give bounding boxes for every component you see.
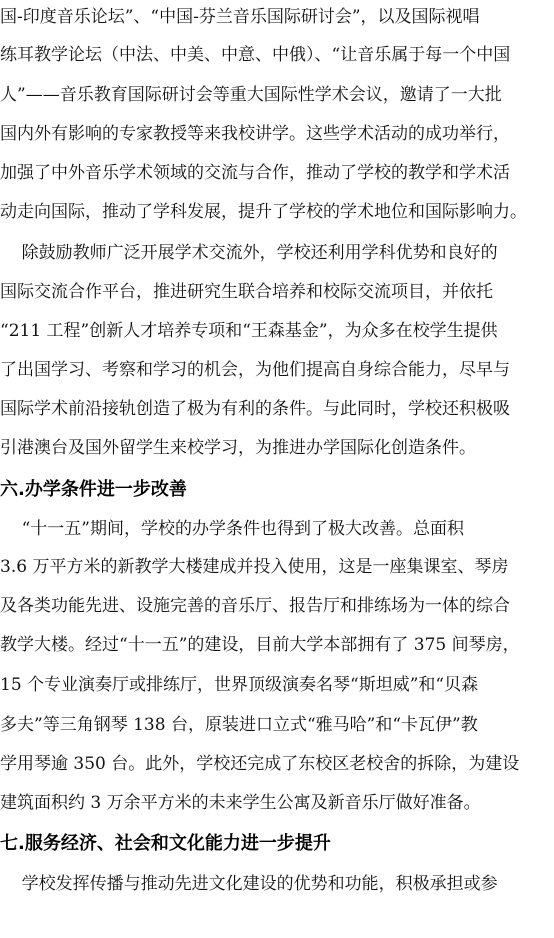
text-line: 多夫”等三角钢琴 138 台，原装进口立式“雅马哈”和“卡瓦伊”教 [0, 715, 478, 735]
text-line: 加强了中外音乐学术领域的交流与合作，推动了学校的教学和学术活 [0, 163, 510, 183]
text-line: 国-印度音乐论坛”、“中国-芬兰音乐国际研讨会”，以及国际视唱 [0, 7, 480, 27]
text-line: 及各类功能先进、设施完善的音乐厅、报告厅和排练场为一体的综合 [0, 596, 510, 616]
section-heading: 七.服务经济、社会和文化能力进一步提升 [0, 833, 331, 854]
text-line: 引港澳台及国外留学生来校学习，为推进办学国际化创造条件。 [0, 438, 476, 458]
text-line: “十一五”期间，学校的办学条件也得到了极大改善。总面积 [0, 519, 464, 539]
text-line: 动走向国际，推动了学科发展，提升了学校的学术地位和国际影响力。 [0, 202, 527, 222]
text-line: 学用琴逾 350 台。此外，学校还完成了东校区老校舍的拆除，为建设 [0, 754, 520, 774]
section-heading: 六.办学条件进一步改善 [0, 479, 187, 500]
text-line: 国内外有影响的专家教授等来我校讲学。这些学术活动的成功举行， [0, 124, 510, 144]
text-line: “211 工程”创新人才培养专项和“王森基金”，为众多在校学生提供 [0, 321, 498, 341]
text-line: 国际交流合作平台，推进研究生联合培养和校际交流项目，并依托 [0, 282, 493, 302]
text-line: 练耳教学论坛（中法、中美、中意、中俄）、“让音乐属于每一个中国 [0, 45, 511, 65]
text-line: 国际学术前沿接轨创造了极为有利的条件。与此同时，学校还积极吸 [0, 399, 510, 419]
text-line: 建筑面积约 3 万余平方米的未来学生公寓及新音乐厅做好准备。 [0, 793, 481, 813]
text-line: 人”——音乐教育国际研讨会等重大国际性学术会议，邀请了一大批 [0, 85, 502, 105]
text-line: 15 个专业演奏厅或排练厅，世界顶级演奏名琴“斯坦威”和“贝森 [0, 675, 479, 695]
text-line: 了出国学习、考察和学习的机会，为他们提高自身综合能力，尽早与 [0, 360, 510, 380]
text-line: 学校发挥传播与推动先进文化建设的优势和功能，积极承担或参 [0, 874, 498, 894]
text-line: 3.6 万平方米的新教学大楼建成并投入使用，这是一座集课室、琴房 [0, 557, 509, 577]
text-line: 除鼓励教师广泛开展学术交流外，学校还利用学科优势和良好的 [0, 243, 498, 263]
text-line: 教学大楼。经过“十一五”的建设，目前大学本部拥有了 375 间琴房， [0, 635, 520, 655]
